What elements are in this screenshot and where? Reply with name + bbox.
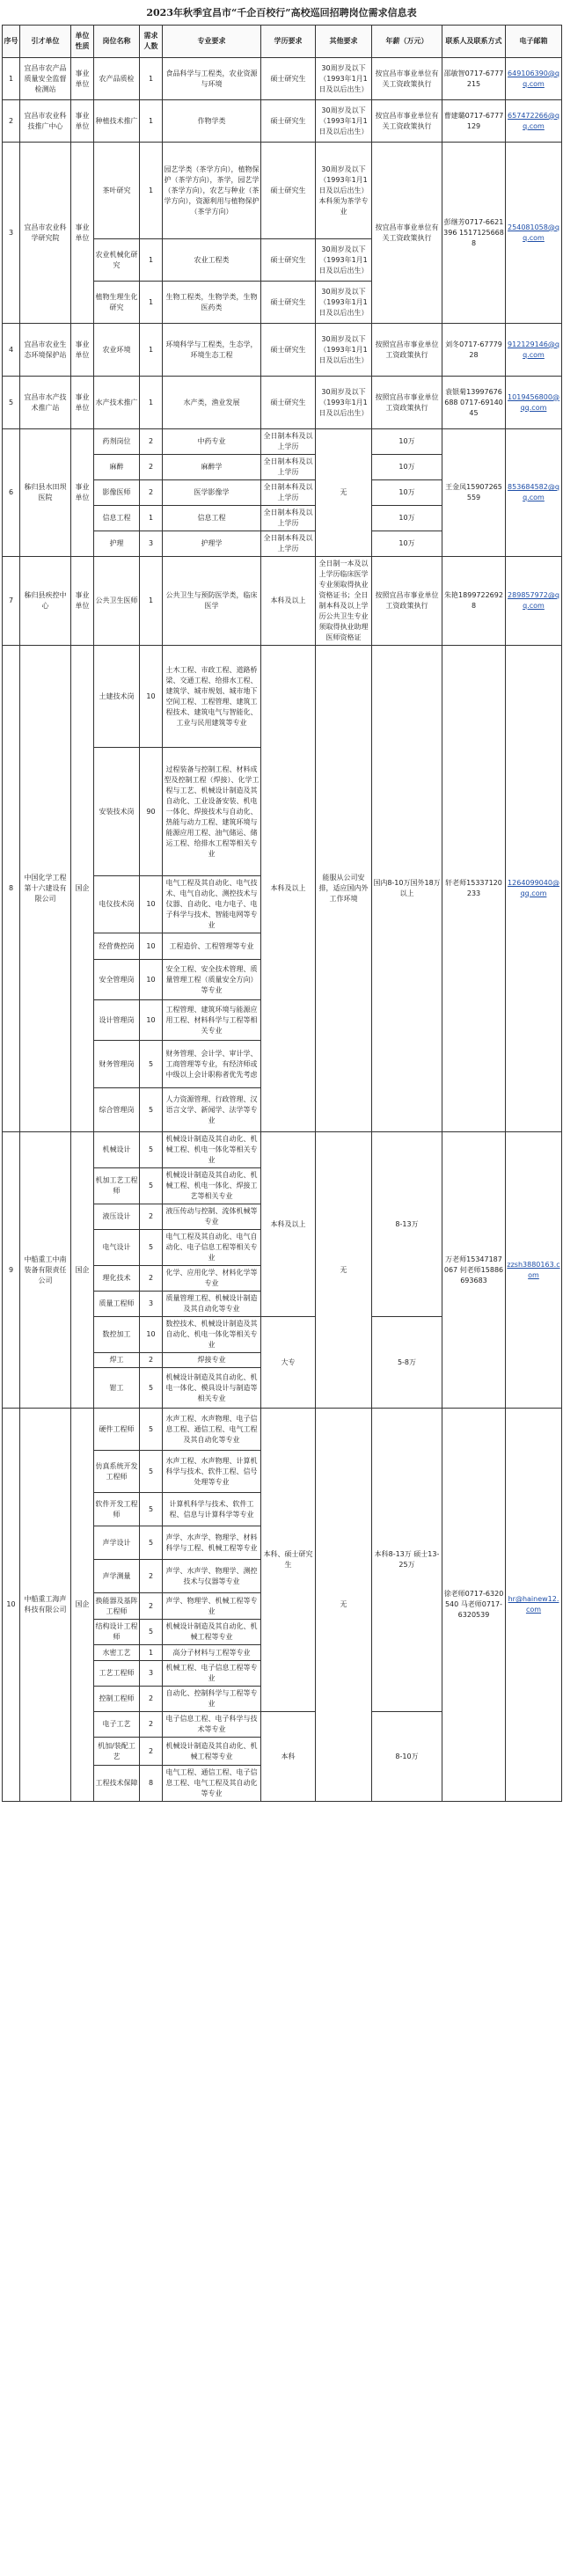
email-cell[interactable]: 1264099040@qq.com: [506, 646, 562, 1132]
table-cell: 软件开发工程师: [94, 1493, 140, 1526]
table-cell: 机械设计制造及其自动化、机械工程、机电一体化等相关专业: [163, 1132, 261, 1168]
table-cell: 朱艳18997226928: [442, 557, 506, 646]
table-cell: 8: [3, 646, 20, 1132]
table-cell: 本科及以上: [261, 557, 316, 646]
table-cell: 本科: [261, 1712, 316, 1802]
table-cell: 声学、水声学、物理学、测控技术与仪器等专业: [163, 1560, 261, 1593]
table-cell: 电子信息工程、电子科学与技术等专业: [163, 1712, 261, 1738]
table-header: [3, 26, 562, 58]
table-cell: 财务管理、会计学、审计学、工商管理等专业，有经济师或中级以上会计职称者优先考虑: [163, 1041, 261, 1088]
table-cell: 机加工艺工程师: [94, 1168, 140, 1204]
table-cell: 2: [140, 1560, 163, 1593]
table-cell: 3: [140, 531, 163, 557]
email-cell[interactable]: 912129146@qq.com: [506, 324, 562, 377]
table-cell: 全日制本科及以上学历: [261, 429, 316, 455]
table-cell: 1: [140, 282, 163, 324]
table-cell: 按宜昌市事业单位有关工资政策执行: [372, 58, 442, 100]
table-cell: 仿真系统开发工程师: [94, 1451, 140, 1493]
table-cell: 硕士研究生: [261, 100, 316, 143]
table-cell: 1: [140, 100, 163, 143]
table-cell: 农业工程类: [163, 239, 261, 282]
table-cell: 种植技术推广: [94, 100, 140, 143]
table-cell: 机加/装配工艺: [94, 1738, 140, 1766]
table-cell: 30周岁及以下（1993年1月1日及以后出生）: [316, 282, 372, 324]
table-cell: 1: [3, 58, 20, 100]
table-cell: 化学、应用化学、材料化学等专业: [163, 1266, 261, 1292]
table-cell: 邵敏智0717-6777215: [442, 58, 506, 100]
table-cell: 刘冬0717-6777928: [442, 324, 506, 377]
table-cell: 人力资源管理、行政管理、汉语言文学、新闻学、法学等专业: [163, 1088, 261, 1132]
table-cell: 国企: [71, 646, 94, 1132]
table-cell: 10: [140, 960, 163, 1000]
table-cell: 医学影像学: [163, 480, 261, 506]
table-cell: 5: [140, 1041, 163, 1088]
table-cell: 机械工程、电子信息工程等专业: [163, 1661, 261, 1687]
table-cell: 宜昌市农业生态环境保护站: [20, 324, 71, 377]
table-cell: 麻醉: [94, 455, 140, 480]
table-cell: 无: [316, 1132, 372, 1409]
table-cell: 事业单位: [71, 324, 94, 377]
header-major: 专业要求: [163, 26, 261, 58]
table-cell: 钳工: [94, 1368, 140, 1409]
table-cell: 宜昌市农产品质量安全监督检测站: [20, 58, 71, 100]
table-cell: 1: [140, 557, 163, 646]
table-cell: 5: [140, 1526, 163, 1560]
table-cell: 5: [140, 1230, 163, 1266]
table-cell: 工程技术保障: [94, 1766, 140, 1802]
table-cell: 宜昌市农业科技推广中心: [20, 100, 71, 143]
table-cell: 声学、物理学、机械工程等专业: [163, 1593, 261, 1620]
table-row: [3, 429, 562, 455]
table-row: [3, 1409, 562, 1451]
table-cell: 园艺学类（茶学方向），植物保护（茶学方向），茶学，园艺学（茶学方向），农艺与种业（茶学方向），资源利用与植物保护（茶学方向）: [163, 143, 261, 239]
header-row: [3, 26, 562, 58]
table-cell: 水声工程、水声物理、电子信息工程、通信工程、电气工程及其自动化等专业: [163, 1409, 261, 1451]
table-cell: 机械设计制造及其自动化、机械工程、机电一体化、焊接工艺等相关专业: [163, 1168, 261, 1204]
table-cell: 按宜昌市事业单位有关工资政策执行: [372, 100, 442, 143]
table-cell: 质量工程师: [94, 1292, 140, 1317]
table-cell: 水产类，渔业发展: [163, 377, 261, 429]
table-cell: 30周岁及以下（1993年1月1日及以后出生）: [316, 377, 372, 429]
table-cell: 换能器及基阵工程师: [94, 1593, 140, 1620]
table-cell: 声学、水声学、物理学、材料科学与工程、机械工程等专业: [163, 1526, 261, 1560]
email-cell[interactable]: 657472266@qq.com: [506, 100, 562, 143]
table-cell: 电气工程及其自动化、电气自动化、电子信息工程等相关专业: [163, 1230, 261, 1266]
table-cell: 5: [140, 1088, 163, 1132]
table-cell: 5: [140, 1132, 163, 1168]
table-cell: 液压传动与控制、流体机械等专业: [163, 1204, 261, 1230]
table-row: [3, 646, 562, 748]
table-cell: 3: [140, 1661, 163, 1687]
table-cell: 2: [3, 100, 20, 143]
table-cell: 10万: [372, 455, 442, 480]
table-cell: 中船重工海声科技有限公司: [20, 1409, 71, 1802]
table-cell: 焊工: [94, 1353, 140, 1368]
table-cell: 水密工艺: [94, 1645, 140, 1661]
table-cell: 10万: [372, 506, 442, 531]
header-serial: 序号: [3, 26, 20, 58]
table-cell: 90: [140, 748, 163, 876]
table-cell: 1: [140, 377, 163, 429]
email-cell[interactable]: 649106390@qq.com: [506, 58, 562, 100]
table-cell: 按照宜昌市事业单位工资政策执行: [372, 324, 442, 377]
table-cell: 2: [140, 1353, 163, 1368]
table-cell: 国内8-10万国外18万以上: [372, 646, 442, 1132]
table-cell: 3: [3, 143, 20, 324]
recruitment-table: [2, 25, 562, 1802]
table-cell: 高分子材料与工程等专业: [163, 1645, 261, 1661]
table-cell: 硕士研究生: [261, 324, 316, 377]
table-cell: 土建技术岗: [94, 646, 140, 748]
table-cell: 公共卫生与预防医学类，临床医学: [163, 557, 261, 646]
table-cell: 2: [140, 1593, 163, 1620]
table-cell: 3: [140, 1292, 163, 1317]
table-cell: 机械设计制造及其自动化、机械工程等专业: [163, 1620, 261, 1645]
table-cell: 1: [140, 324, 163, 377]
table-cell: 2: [140, 1687, 163, 1712]
table-cell: 农业机械化研究: [94, 239, 140, 282]
table-cell: 农业环境: [94, 324, 140, 377]
table-cell: 30周岁及以下（1993年1月1日及以后出生）: [316, 58, 372, 100]
table-cell: 护理学: [163, 531, 261, 557]
table-cell: 10: [140, 646, 163, 748]
table-cell: 2: [140, 1712, 163, 1738]
table-cell: 6: [3, 429, 20, 557]
table-cell: 中船重工中南装备有限责任公司: [20, 1132, 71, 1409]
table-cell: 环境科学与工程类，生态学，环境生态工程: [163, 324, 261, 377]
table-cell: 按照宜昌市事业单位工资政策执行: [372, 377, 442, 429]
table-row: [3, 143, 562, 239]
email-cell[interactable]: 289857972@qq.com: [506, 557, 562, 646]
table-cell: 农产品质检: [94, 58, 140, 100]
header-position: 岗位名称: [94, 26, 140, 58]
table-cell: 水产技术推广: [94, 377, 140, 429]
table-cell: 30周岁及以下（1993年1月1日及以后出生）本科须为茶学专业: [316, 143, 372, 239]
email-cell[interactable]: hr@hainew12.com: [506, 1409, 562, 1802]
table-row: [3, 324, 562, 377]
table-cell: 计算机科学与技术、软件工程、信息与计算科学等专业: [163, 1493, 261, 1526]
table-cell: 电气工程、通信工程、电子信息工程、电气工程及其自动化等专业: [163, 1766, 261, 1802]
table-cell: 全日制一本及以上学历临床医学专业须取得执业资格证书；全日制本科及以上学历公共卫生专业须取得执业助理医师资格证: [316, 557, 372, 646]
table-cell: 8: [140, 1766, 163, 1802]
table-cell: 5: [140, 1409, 163, 1451]
table-cell: 30周岁及以下（1993年1月1日及以后出生）: [316, 100, 372, 143]
table-cell: 2: [140, 1738, 163, 1766]
table-cell: 8-10万: [372, 1712, 442, 1802]
email-cell[interactable]: zzsh3880163.com: [506, 1132, 562, 1409]
table-cell: 5-8万: [372, 1317, 442, 1409]
table-row: [3, 58, 562, 100]
table-cell: 茶叶研究: [94, 143, 140, 239]
table-cell: 工艺工程师: [94, 1661, 140, 1687]
table-cell: 全日制本科及以上学历: [261, 480, 316, 506]
table-cell: 按照宜昌市事业单位工资政策执行: [372, 557, 442, 646]
table-cell: 宜昌市水产技术推广站: [20, 377, 71, 429]
table-cell: 设计管理岗: [94, 1000, 140, 1041]
page: [0, 5, 563, 1802]
table-cell: 生物工程类，生物学类，生物医药类: [163, 282, 261, 324]
table-cell: 土木工程、市政工程、道路桥梁、交通工程、给排水工程、建筑学、城市规划、城市地下空间工程、工程管理、建筑工程技术、建筑电气与智能化、工业与民用建筑等专业: [163, 646, 261, 748]
table-cell: 30周岁及以下（1993年1月1日及以后出生）: [316, 324, 372, 377]
table-cell: 袁银菊13997676688 0717-6914045: [442, 377, 506, 429]
table-cell: 本科及以上: [261, 1132, 316, 1317]
table-cell: 作物学类: [163, 100, 261, 143]
table-cell: 王金凤15907265559: [442, 429, 506, 557]
table-cell: 9: [3, 1132, 20, 1409]
page-title: 2023年秋季宜昌市“千企百校行”高校巡回招聘岗位需求信息表: [146, 7, 417, 18]
table-cell: 5: [140, 1168, 163, 1204]
table-cell: 大专: [261, 1317, 316, 1409]
table-cell: 10: [3, 1409, 20, 1802]
table-cell: 数控加工: [94, 1317, 140, 1353]
table-cell: 事业单位: [71, 100, 94, 143]
table-cell: 公共卫生医师: [94, 557, 140, 646]
table-cell: 5: [140, 1368, 163, 1409]
table-cell: 植物生理生化研究: [94, 282, 140, 324]
table-cell: 万老师15347187067 何老师15886693683: [442, 1132, 506, 1409]
table-cell: 宜昌市农业科学研究院: [20, 143, 71, 324]
table-cell: 10万: [372, 429, 442, 455]
table-cell: 1: [140, 1645, 163, 1661]
table-cell: 信息工程: [163, 506, 261, 531]
table-cell: 2: [140, 1266, 163, 1292]
table-cell: 彭继芳0717-6621396 15171256688: [442, 143, 506, 324]
table-cell: 财务管理岗: [94, 1041, 140, 1088]
table-cell: 硕士研究生: [261, 143, 316, 239]
table-cell: 30周岁及以下（1993年1月1日及以后出生）: [316, 239, 372, 282]
table-cell: 全日制本科及以上学历: [261, 531, 316, 557]
table-cell: 焊接专业: [163, 1353, 261, 1368]
table-cell: 安全管理岗: [94, 960, 140, 1000]
table-cell: 曹建璐0717-6777129: [442, 100, 506, 143]
table-cell: 2: [140, 429, 163, 455]
table-cell: 4: [3, 324, 20, 377]
table-cell: 按宜昌市事业单位有关工资政策执行: [372, 143, 442, 324]
table-cell: 过程装备与控制工程、材料成型及控制工程（焊接）、化学工程与工艺、机械设计制造及其自动化、工业设备安装、机电一体化、焊接技术与自动化、热能与动力工程、建筑环境与能源应用工程、油气储运、储运工程、给排水工程等相关专业: [163, 748, 261, 876]
table-cell: 电子工艺: [94, 1712, 140, 1738]
email-cell[interactable]: 853684582@qq.com: [506, 429, 562, 557]
table-cell: 硕士研究生: [261, 282, 316, 324]
table-cell: 电气设计: [94, 1230, 140, 1266]
table-cell: 中国化学工程第十六建设有限公司: [20, 646, 71, 1132]
header-contact: 联系人及联系方式: [442, 26, 506, 58]
table-cell: 秭归县水田坝医院: [20, 429, 71, 557]
table-cell: 液压设计: [94, 1204, 140, 1230]
header-salary: 年薪（万元）: [372, 26, 442, 58]
table-cell: 本科、硕士研究生: [261, 1409, 316, 1712]
table-cell: 机械设计制造及其自动化、机械工程等专业: [163, 1738, 261, 1766]
table-cell: 水声工程、水声物理、计算机科学与技术、软件工程、信号处理等专业: [163, 1451, 261, 1493]
table-cell: 5: [3, 377, 20, 429]
table-cell: 国企: [71, 1409, 94, 1802]
table-cell: 能服从公司安排，适应国内外工作环境: [316, 646, 372, 1132]
table-row: [3, 1132, 562, 1168]
table-cell: 安全工程、安全技术管理、质量管理工程（质量安全方向）等专业: [163, 960, 261, 1000]
table-cell: 护理: [94, 531, 140, 557]
table-row: [3, 377, 562, 429]
table-cell: 1: [140, 143, 163, 239]
table-cell: 无: [316, 429, 372, 557]
table-row: [3, 100, 562, 143]
table-cell: 经营费控岗: [94, 933, 140, 960]
table-cell: 工程管理、建筑环境与能源应用工程、材料科学与工程等相关专业: [163, 1000, 261, 1041]
header-headcount: 需求人数: [140, 26, 163, 58]
table-cell: 10: [140, 933, 163, 960]
email-cell[interactable]: 1019456800@qq.com: [506, 377, 562, 429]
table-cell: 硕士研究生: [261, 377, 316, 429]
header-employer: 引才单位: [20, 26, 71, 58]
table-cell: 8-13万: [372, 1132, 442, 1317]
table-cell: 硬件工程师: [94, 1409, 140, 1451]
table-cell: 无: [316, 1409, 372, 1802]
table-cell: 硕士研究生: [261, 239, 316, 282]
table-cell: 信息工程: [94, 506, 140, 531]
table-cell: 药剂岗位: [94, 429, 140, 455]
table-cell: 综合管理岗: [94, 1088, 140, 1132]
table-cell: 硕士研究生: [261, 58, 316, 100]
email-cell[interactable]: 254081058@qq.com: [506, 143, 562, 324]
table-cell: 徐老师0717-6320540 马老师0717-6320539: [442, 1409, 506, 1802]
table-row: [3, 557, 562, 646]
table-body: [3, 58, 562, 1802]
table-cell: 5: [140, 1451, 163, 1493]
table-cell: 全日制本科及以上学历: [261, 455, 316, 480]
table-cell: 数控技术、机械设计制造及其自动化、机电一体化等相关专业: [163, 1317, 261, 1353]
table-cell: 事业单位: [71, 377, 94, 429]
table-cell: 中药专业: [163, 429, 261, 455]
table-cell: 2: [140, 1204, 163, 1230]
table-cell: 工程造价、工程管理等专业: [163, 933, 261, 960]
table-cell: 1: [140, 506, 163, 531]
table-cell: 2: [140, 455, 163, 480]
table-cell: 10: [140, 1317, 163, 1353]
table-cell: 影像医师: [94, 480, 140, 506]
table-cell: 食品科学与工程类，农业资源与环境: [163, 58, 261, 100]
table-cell: 质量管理工程、机械设计制造及其自动化等专业: [163, 1292, 261, 1317]
header-education: 学历要求: [261, 26, 316, 58]
header-other-req: 其他要求: [316, 26, 372, 58]
table-cell: 10万: [372, 531, 442, 557]
table-cell: 本科8-13万 硕士13-25万: [372, 1409, 442, 1712]
table-cell: 5: [140, 1620, 163, 1645]
table-cell: 电气工程及其自动化、电气技术、电气自动化、测控技术与仪器、自动化、电力电子、电子科学与技术、智能电网等专业: [163, 876, 261, 933]
table-cell: 轩老师15337120233: [442, 646, 506, 1132]
table-cell: 10万: [372, 480, 442, 506]
table-cell: 声学设计: [94, 1526, 140, 1560]
table-cell: 7: [3, 557, 20, 646]
table-cell: 机械设计制造及其自动化、机电一体化、模具设计与制造等相关专业: [163, 1368, 261, 1409]
table-cell: 声学测量: [94, 1560, 140, 1593]
table-cell: 秭归县疾控中心: [20, 557, 71, 646]
table-cell: 本科及以上: [261, 646, 316, 1132]
table-cell: 1: [140, 58, 163, 100]
table-cell: 控制工程师: [94, 1687, 140, 1712]
table-cell: 事业单位: [71, 557, 94, 646]
header-email: 电子邮箱: [506, 26, 562, 58]
table-cell: 事业单位: [71, 143, 94, 324]
table-cell: 电仪技术岗: [94, 876, 140, 933]
table-cell: 事业单位: [71, 58, 94, 100]
table-cell: 机械设计: [94, 1132, 140, 1168]
header-unit-type: 单位性质: [71, 26, 94, 58]
table-cell: 理化技术: [94, 1266, 140, 1292]
table-cell: 事业单位: [71, 429, 94, 557]
table-cell: 国企: [71, 1132, 94, 1409]
table-cell: 安装技术岗: [94, 748, 140, 876]
table-cell: 10: [140, 876, 163, 933]
table-cell: 麻醉学: [163, 455, 261, 480]
table-cell: 自动化、控制科学与工程等专业: [163, 1687, 261, 1712]
table-cell: 全日制本科及以上学历: [261, 506, 316, 531]
table-cell: 10: [140, 1000, 163, 1041]
table-cell: 结构设计工程师: [94, 1620, 140, 1645]
table-cell: 1: [140, 239, 163, 282]
table-cell: 5: [140, 1493, 163, 1526]
table-cell: 2: [140, 480, 163, 506]
